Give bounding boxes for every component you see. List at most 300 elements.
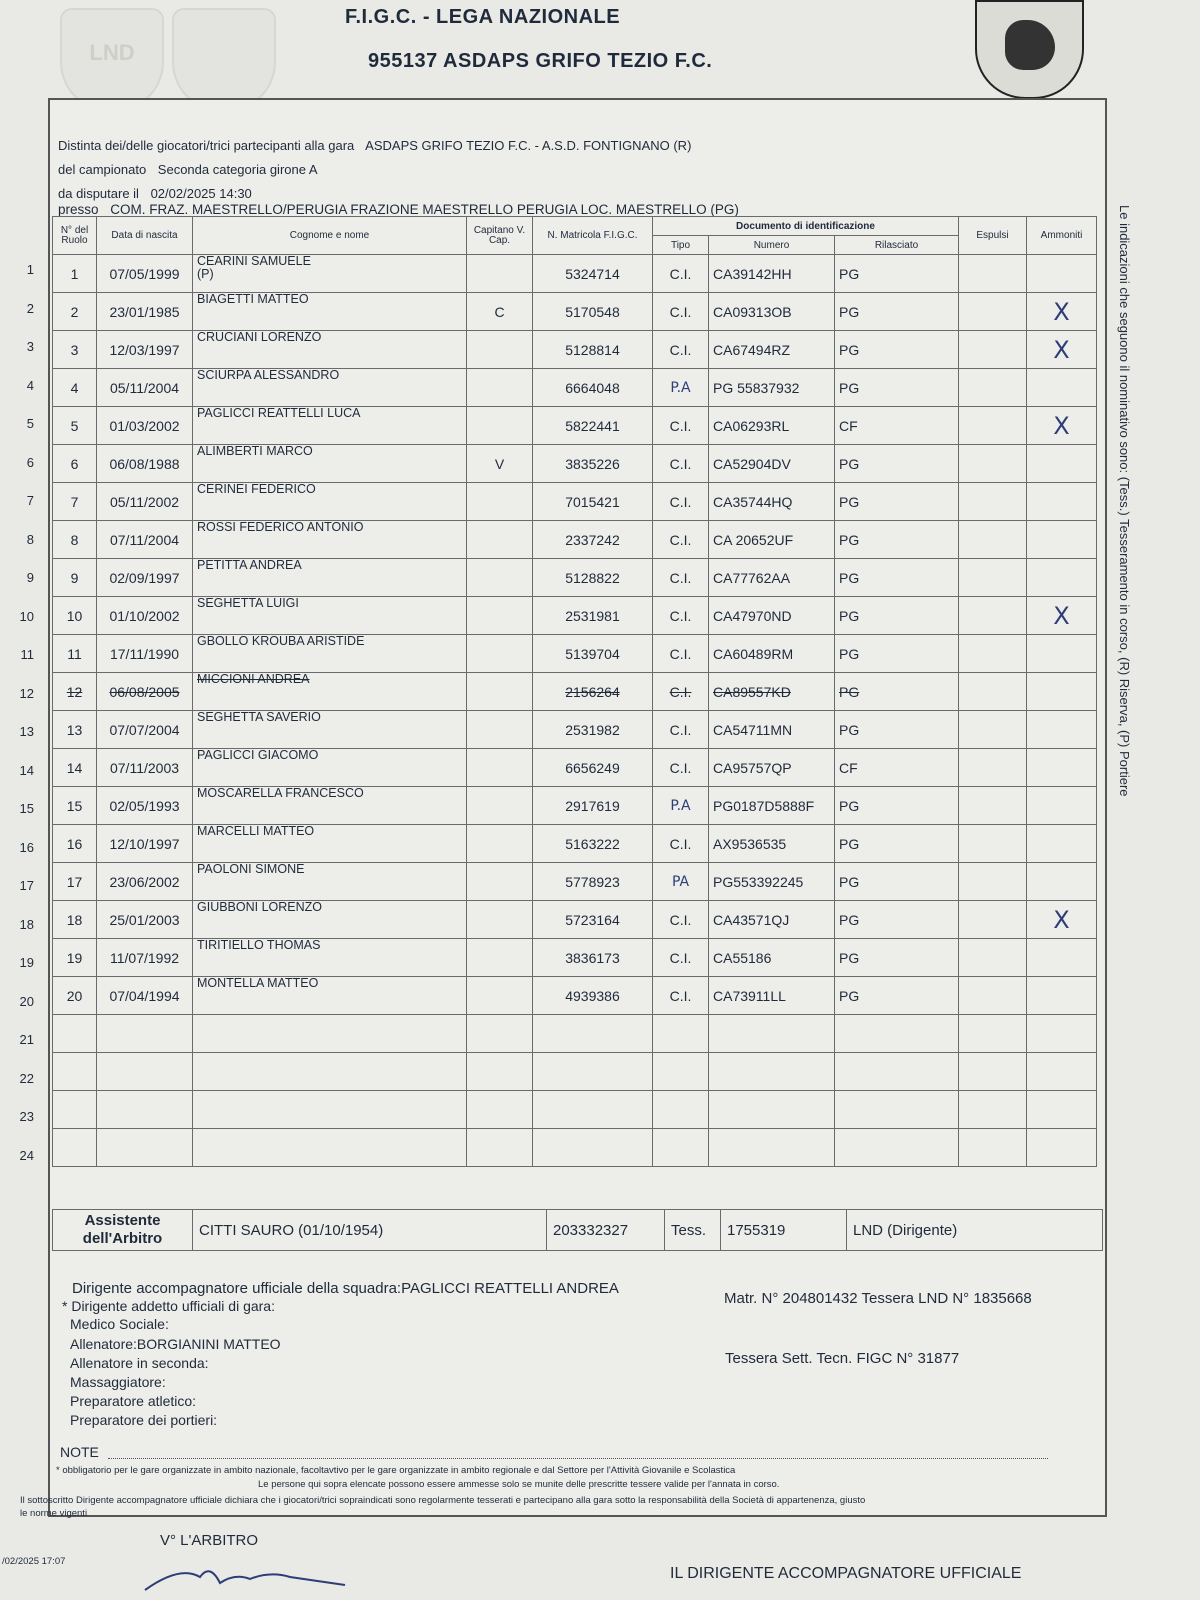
player-row (53, 293, 1121, 331)
player-cap (467, 673, 533, 711)
player-ammoniti (1027, 749, 1097, 787)
player-ril: PG (835, 255, 959, 293)
player-row (53, 711, 1121, 749)
player-num: 15 (53, 787, 97, 825)
player-ammoniti (1027, 445, 1097, 483)
player-row (53, 863, 1121, 901)
side-row-number: 1 (26, 262, 34, 277)
player-row (53, 597, 1121, 635)
dirigente-accompagnatore: Dirigente accompagnatore ufficiale della squadra:PAGLICCI REATTELLI ANDREA (72, 1280, 619, 1297)
match-line-1 (58, 138, 699, 153)
side-row-number: 13 (19, 724, 34, 739)
player-row (53, 483, 1121, 521)
player-dob: 06/08/1988 (97, 445, 193, 483)
player-cap (467, 901, 533, 939)
side-row-number: 2 (26, 300, 34, 316)
player-espulsi (959, 635, 1027, 673)
player-matricola: 5163222 (533, 825, 653, 863)
match-line-3 (58, 186, 260, 201)
player-doc-number: CA39142HH (709, 255, 835, 293)
player-name-text: PAGLICCI REATTELLI LUCA (197, 406, 361, 420)
player-tipo: C.I. (653, 331, 709, 369)
player-tipo: C.I. (653, 901, 709, 939)
col-espulsi: Espulsi (959, 217, 1027, 255)
empty-cell (959, 1015, 1027, 1053)
player-tipo: C.I. (653, 597, 709, 635)
player-ril: PG (835, 635, 959, 673)
player-espulsi (959, 255, 1027, 293)
player-ril: PG (835, 369, 959, 407)
side-row-number: 5 (26, 416, 34, 431)
player-num: 3 (53, 331, 97, 369)
player-name-text: MARCELLI MATTEO (197, 824, 315, 838)
player-row (53, 939, 1121, 977)
player-row (53, 635, 1121, 673)
player-name (193, 521, 467, 559)
player-doc-number: CA54711MN (709, 711, 835, 749)
player-name-text: MOSCARELLA FRANCESCO (197, 786, 364, 800)
player-row (53, 559, 1121, 597)
player-tipo: C.I. (653, 293, 709, 331)
empty-cell (653, 1015, 709, 1053)
side-row-number: 7 (26, 493, 34, 508)
empty-cell (709, 1053, 835, 1091)
player-name-text: SCIURPA ALESSANDRO (197, 368, 340, 382)
col-numero: Numero (709, 236, 835, 255)
player-cap (467, 825, 533, 863)
player-name-text: GBOLLO KROUBA ARISTIDE (197, 634, 365, 648)
player-ril: PG (835, 977, 959, 1015)
player-ammoniti: X (1027, 597, 1097, 635)
player-ammoniti (1027, 635, 1097, 673)
player-num: 16 (53, 825, 97, 863)
player-dob: 05/11/2002 (97, 483, 193, 521)
empty-cell (1027, 1053, 1097, 1091)
footnote-sottoscritto: Il sottoscritto Dirigente accompagnatore ufficiale dichiara che i giocatori/trici sopraindicati sono regolarmente tesserati e partecipano alla gara sotto la responsabilità della Società di appartenenza, giusto (20, 1495, 866, 1506)
player-espulsi (959, 711, 1027, 749)
player-ril: PG (835, 939, 959, 977)
player-ammoniti: X (1027, 901, 1097, 939)
player-name (193, 407, 467, 445)
allenatore-seconda: Allenatore in seconda: (70, 1355, 209, 1371)
empty-cell (467, 1091, 533, 1129)
player-espulsi (959, 559, 1027, 597)
player-ril: CF (835, 749, 959, 787)
player-matricola: 6656249 (533, 749, 653, 787)
player-tipo: P.A (653, 787, 709, 825)
player-row (53, 825, 1121, 863)
player-doc-number: CA06293RL (709, 407, 835, 445)
player-cap (467, 635, 533, 673)
player-matricola: 5128814 (533, 331, 653, 369)
empty-row (53, 1129, 1121, 1167)
empty-cell (653, 1053, 709, 1091)
player-cap (467, 711, 533, 749)
empty-cell (53, 1015, 97, 1053)
player-ammoniti (1027, 673, 1097, 711)
player-matricola: 5128822 (533, 559, 653, 597)
player-name-text: CERINEI FEDERICO (197, 482, 316, 496)
player-row (53, 521, 1121, 559)
player-doc-number: CA67494RZ (709, 331, 835, 369)
player-row (53, 673, 1121, 711)
empty-cell (835, 1129, 959, 1167)
player-num: 1 (53, 255, 97, 293)
assistant-name: CITTI SAURO (01/10/1954) (193, 1210, 547, 1251)
player-num: 9 (53, 559, 97, 597)
player-cap (467, 331, 533, 369)
player-cap (467, 559, 533, 597)
footnote-persone: Le persone qui sopra elencate possono essere ammesse solo se munite delle prescritte tessere valide per l'annata in corso. (258, 1479, 780, 1490)
player-doc-number: CA55186 (709, 939, 835, 977)
player-doc-number: CA35744HQ (709, 483, 835, 521)
empty-cell (835, 1091, 959, 1129)
match-line-2-label: del campionato (58, 162, 147, 177)
player-ril: PG (835, 673, 959, 711)
row-spacer (1097, 939, 1121, 977)
empty-cell (193, 1091, 467, 1129)
arbitro-label: V° L'ARBITRO (160, 1532, 259, 1549)
player-doc-number: CA52904DV (709, 445, 835, 483)
player-ammoniti (1027, 977, 1097, 1015)
player-dob: 01/03/2002 (97, 407, 193, 445)
player-num: 7 (53, 483, 97, 521)
empty-cell (193, 1053, 467, 1091)
player-name-text: PETITTA ANDREA (197, 558, 302, 572)
assistant-numero: 1755319 (721, 1210, 847, 1251)
empty-cell (1027, 1091, 1097, 1129)
print-timestamp: /02/2025 17:07 (2, 1556, 66, 1567)
player-num: 18 (53, 901, 97, 939)
player-dob: 23/06/2002 (97, 863, 193, 901)
player-matricola: 2531981 (533, 597, 653, 635)
player-matricola: 2531982 (533, 711, 653, 749)
player-num: 10 (53, 597, 97, 635)
player-dob: 02/05/1993 (97, 787, 193, 825)
match-line-1-value: ASDAPS GRIFO TEZIO F.C. - A.S.D. FONTIGNANO (R) (365, 138, 692, 153)
note-line (108, 1458, 1048, 1459)
player-name (193, 597, 467, 635)
player-name-text: MICCIONI ANDREA (197, 672, 310, 686)
player-ril: PG (835, 331, 959, 369)
empty-cell (467, 1053, 533, 1091)
player-cap (467, 483, 533, 521)
massaggiatore: Massaggiatore: (70, 1374, 166, 1390)
player-ril: PG (835, 711, 959, 749)
player-espulsi (959, 901, 1027, 939)
player-name-text: BIAGETTI MATTEO (197, 292, 309, 306)
player-dob: 01/10/2002 (97, 597, 193, 635)
player-name-text: ROSSI FEDERICO ANTONIO (197, 520, 364, 534)
player-ammoniti: X (1027, 293, 1097, 331)
empty-cell (53, 1129, 97, 1167)
player-doc-number: CA47970ND (709, 597, 835, 635)
player-row (53, 331, 1121, 369)
assistant-matricola: 203332327 (547, 1210, 665, 1251)
preparatore-portieri: Preparatore dei portieri: (70, 1412, 218, 1428)
player-doc-number: CA60489RM (709, 635, 835, 673)
col-num: N° del Ruolo (53, 217, 97, 255)
player-ammoniti (1027, 369, 1097, 407)
match-line-1-label: Distinta dei/delle giocatori/trici partecipanti alla gara (58, 138, 355, 153)
side-row-number: 11 (20, 647, 34, 662)
player-tipo: C.I. (653, 673, 709, 711)
player-row (53, 445, 1121, 483)
player-doc-number: AX9536535 (709, 825, 835, 863)
empty-cell (467, 1015, 533, 1053)
dirigente-addetto: * Dirigente addetto ufficiali di gara: (62, 1298, 275, 1314)
player-dob: 25/01/2003 (97, 901, 193, 939)
player-num: 11 (53, 635, 97, 673)
empty-cell (53, 1053, 97, 1091)
empty-row (53, 1015, 1121, 1053)
player-doc-number: PG 55837932 (709, 369, 835, 407)
assistant-table (52, 1209, 1103, 1251)
empty-row (53, 1053, 1121, 1091)
player-espulsi (959, 673, 1027, 711)
player-espulsi (959, 863, 1027, 901)
assistant-tipo: Tess. (665, 1210, 721, 1251)
player-name (193, 787, 467, 825)
player-cap (467, 939, 533, 977)
arbitro-signature-icon (140, 1555, 350, 1595)
assistant-ril: LND (Dirigente) (847, 1210, 1103, 1251)
player-num: 20 (53, 977, 97, 1015)
allenatore: Allenatore:BORGIANINI MATTEO (70, 1336, 281, 1352)
dirigente-signature-label: IL DIRIGENTE ACCOMPAGNATORE UFFICIALE (670, 1565, 1022, 1582)
dirigente-matricola: Matr. N° 204801432 Tessera LND N° 1835668 (724, 1290, 1032, 1307)
player-cap (467, 407, 533, 445)
legend-note: Le indicazioni che seguono il nominativo sono: (Tess.) Tesseramento in corso, (R) Riserva, (P) Portiere (1117, 205, 1132, 797)
player-matricola: 6664048 (533, 369, 653, 407)
tessera-tecnica: Tessera Sett. Tecn. FIGC N° 31877 (725, 1350, 960, 1367)
player-tipo: C.I. (653, 825, 709, 863)
player-matricola: 5139704 (533, 635, 653, 673)
player-tipo: C.I. (653, 445, 709, 483)
footnote-norme: le norme vigenti (20, 1508, 88, 1519)
player-dob: 23/01/1985 (97, 293, 193, 331)
player-tipo: C.I. (653, 255, 709, 293)
player-ril: CF (835, 407, 959, 445)
player-dob: 02/09/1997 (97, 559, 193, 597)
player-name-text: SEGHETTA SAVERIO (197, 710, 321, 724)
player-cap: C (467, 293, 533, 331)
player-espulsi (959, 749, 1027, 787)
player-name-text: CRUCIANI LORENZO (197, 330, 322, 344)
side-row-number: 23 (19, 1109, 34, 1124)
player-espulsi (959, 521, 1027, 559)
player-num: 12 (53, 673, 97, 711)
player-name-text: SEGHETTA LUIGI (197, 596, 299, 610)
player-row (53, 255, 1121, 293)
empty-cell (959, 1091, 1027, 1129)
player-name (193, 255, 467, 293)
player-ammoniti (1027, 255, 1097, 293)
player-espulsi (959, 939, 1027, 977)
empty-cell (709, 1091, 835, 1129)
empty-cell (533, 1091, 653, 1129)
row-spacer (1097, 977, 1121, 1015)
player-matricola: 4939386 (533, 977, 653, 1015)
player-num: 8 (53, 521, 97, 559)
player-cap (467, 255, 533, 293)
player-matricola: 5723164 (533, 901, 653, 939)
player-doc-number: CA77762AA (709, 559, 835, 597)
player-row (53, 901, 1121, 939)
empty-cell (97, 1091, 193, 1129)
player-row (53, 977, 1121, 1015)
empty-cell (959, 1053, 1027, 1091)
player-dob: 07/04/1994 (97, 977, 193, 1015)
player-num: 2 (53, 293, 97, 331)
player-dob: 12/10/1997 (97, 825, 193, 863)
player-name (193, 863, 467, 901)
player-name-text: ALIMBERTI MARCO (197, 444, 313, 458)
player-name-text: PAGLICCI GIACOMO (197, 748, 319, 762)
col-dob: Data di nascita (97, 217, 193, 255)
player-cap: V (467, 445, 533, 483)
side-row-number: 16 (19, 839, 34, 855)
empty-cell (97, 1015, 193, 1053)
player-cap (467, 787, 533, 825)
row-spacer (1097, 1091, 1121, 1129)
side-row-number: 9 (26, 570, 34, 585)
player-tipo: C.I. (653, 635, 709, 673)
player-num: 19 (53, 939, 97, 977)
col-tipo: Tipo (653, 236, 709, 255)
player-doc-number: CA89557KD (709, 673, 835, 711)
empty-cell (533, 1053, 653, 1091)
player-num: 17 (53, 863, 97, 901)
side-row-number: 15 (19, 801, 34, 816)
footnote-obbligatorio: * obbligatorio per le gare organizzate in ambito nazionale, facoltavtivo per le gare organizzate in ambito regionale e dal Settore per l'Attività Giovanile e Scolastica (56, 1465, 736, 1476)
player-ammoniti (1027, 825, 1097, 863)
player-ammoniti: X (1027, 407, 1097, 445)
player-name (193, 445, 467, 483)
player-ammoniti (1027, 939, 1097, 977)
player-doc-number: PG553392245 (709, 863, 835, 901)
side-row-number: 24 (19, 1147, 34, 1163)
player-num: 13 (53, 711, 97, 749)
player-tipo: C.I. (653, 483, 709, 521)
player-cap (467, 749, 533, 787)
empty-cell (533, 1015, 653, 1053)
player-doc-number: CA09313OB (709, 293, 835, 331)
player-ammoniti (1027, 863, 1097, 901)
row-spacer (1097, 1129, 1121, 1167)
player-tipo: C.I. (653, 749, 709, 787)
side-row-number: 20 (19, 993, 34, 1009)
empty-cell (97, 1129, 193, 1167)
side-row-number: 12 (19, 685, 34, 701)
side-row-number: 21 (19, 1032, 34, 1047)
player-name (193, 559, 467, 597)
player-ammoniti (1027, 521, 1097, 559)
side-row-number: 6 (26, 454, 34, 470)
empty-cell (959, 1129, 1027, 1167)
player-name-text: PAOLONI SIMONE (197, 862, 305, 876)
player-doc-number: CA95757QP (709, 749, 835, 787)
medico-sociale: Medico Sociale: (70, 1316, 169, 1332)
player-matricola: 3836173 (533, 939, 653, 977)
preparatore-atletico: Preparatore atletico: (70, 1393, 197, 1409)
player-name (193, 331, 467, 369)
player-dob: 17/11/1990 (97, 635, 193, 673)
player-cap (467, 863, 533, 901)
side-row-number: 4 (26, 377, 34, 393)
lnd-logo (60, 8, 164, 112)
player-num: 6 (53, 445, 97, 483)
side-row-number: 3 (26, 339, 34, 354)
empty-cell (1027, 1015, 1097, 1053)
player-name (193, 293, 467, 331)
col-doc-group: Documento di identificazione (653, 217, 959, 236)
player-name (193, 977, 467, 1015)
player-name-text: CEARINI SAMUELE (197, 254, 311, 268)
side-row-number: 19 (19, 955, 34, 970)
match-line-4-value: COM. FRAZ. MAESTRELLO/PERUGIA FRAZIONE MAESTRELLO PERUGIA LOC. MAESTRELLO (PG) (110, 202, 739, 217)
player-role-text: (P) (197, 267, 214, 281)
player-row (53, 369, 1121, 407)
player-matricola: 5778923 (533, 863, 653, 901)
player-dob: 07/05/1999 (97, 255, 193, 293)
empty-cell (835, 1015, 959, 1053)
player-name (193, 673, 467, 711)
player-name-text: TIRITIELLO THOMAS (197, 938, 321, 952)
player-ril: PG (835, 445, 959, 483)
player-cap (467, 521, 533, 559)
player-tipo: C.I. (653, 977, 709, 1015)
player-name (193, 939, 467, 977)
player-espulsi (959, 445, 1027, 483)
player-matricola: 3835226 (533, 445, 653, 483)
player-matricola: 2917619 (533, 787, 653, 825)
player-ril: PG (835, 559, 959, 597)
player-dob: 07/11/2003 (97, 749, 193, 787)
empty-row (53, 1091, 1121, 1129)
player-name (193, 369, 467, 407)
col-matricola: N. Matricola F.I.G.C. (533, 217, 653, 255)
player-ammoniti (1027, 787, 1097, 825)
empty-cell (653, 1091, 709, 1129)
player-cap (467, 597, 533, 635)
player-ril: PG (835, 863, 959, 901)
player-ammoniti (1027, 711, 1097, 749)
player-doc-number: CA73911LL (709, 977, 835, 1015)
empty-cell (653, 1129, 709, 1167)
player-ril: PG (835, 521, 959, 559)
player-matricola: 2337242 (533, 521, 653, 559)
club-title: 955137 ASDAPS GRIFO TEZIO F.C. (368, 50, 713, 72)
player-dob: 07/11/2004 (97, 521, 193, 559)
empty-cell (193, 1015, 467, 1053)
player-tipo: PA (653, 863, 709, 901)
player-name (193, 749, 467, 787)
match-line-2 (58, 162, 326, 177)
lnd-logo-text: LND (89, 40, 135, 65)
player-espulsi (959, 825, 1027, 863)
side-row-number: 17 (19, 878, 34, 893)
row-spacer (1097, 901, 1121, 939)
player-doc-number: CA 20652UF (709, 521, 835, 559)
player-tipo: C.I. (653, 559, 709, 597)
assistant-label: Assistente dell'Arbitro (53, 1210, 193, 1251)
row-spacer (1097, 1015, 1121, 1053)
player-name (193, 483, 467, 521)
player-dob: 07/07/2004 (97, 711, 193, 749)
empty-cell (709, 1015, 835, 1053)
empty-cell (1027, 1129, 1097, 1167)
